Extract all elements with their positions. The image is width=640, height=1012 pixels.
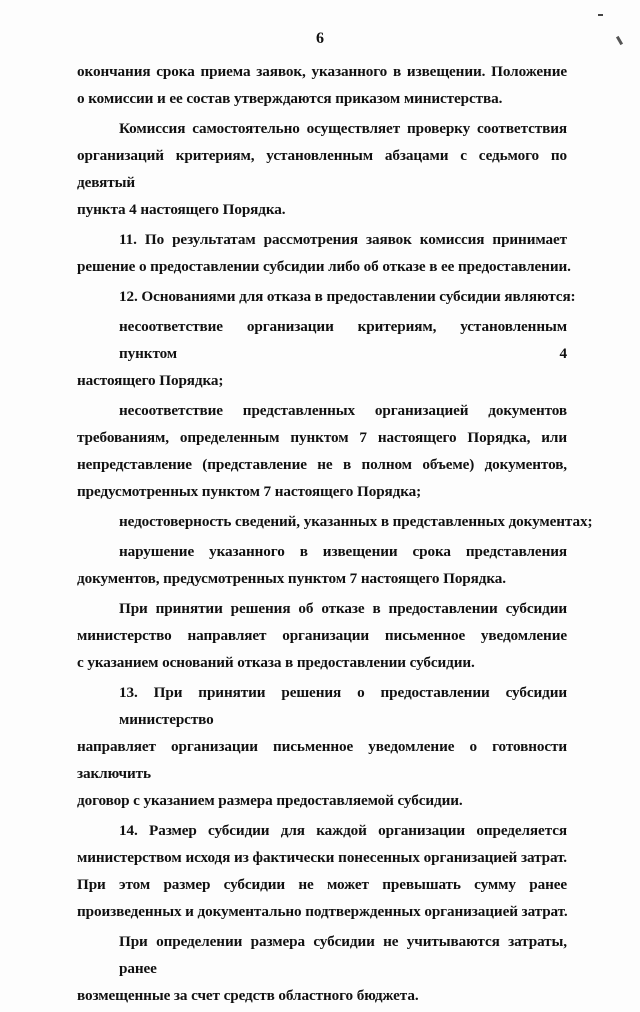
paragraph (77, 313, 567, 394)
text-line: недостоверность сведений, указанных в представленных документах; (119, 513, 593, 530)
text-line: непредставление (представление не в полном объеме) документов, (77, 456, 567, 473)
text-line: 12. Основаниями для отказа в предоставлении субсидии являются: (119, 288, 576, 305)
paragraph (77, 115, 567, 223)
text-line: министерством исходя из фактически понесенных организацией затрат. (77, 849, 567, 866)
text-line: о комиссии и ее состав утверждаются приказом министерства. (77, 90, 503, 107)
text-line: документов, предусмотренных пунктом 7 настоящего Порядка. (77, 570, 506, 587)
text-line: При принятии решения об отказе в предоставлении субсидии (119, 600, 567, 617)
text-line: решение о предоставлении субсидии либо об отказе в ее предоставлении. (77, 258, 571, 275)
paragraph (77, 928, 567, 1009)
text-line: окончания срока приема заявок, указанного в извещении. Положение (77, 63, 567, 80)
text-line: организаций критериям, установленным абзацами с седьмого по девятый (77, 147, 567, 191)
text-line: настоящего Порядка; (77, 372, 224, 389)
document-body (77, 58, 593, 1012)
paragraph (77, 58, 567, 112)
paragraph (77, 679, 567, 814)
text-line: нарушение указанного в извещении срока представления (119, 543, 567, 560)
paragraph (77, 283, 576, 310)
text-line: предусмотренных пунктом 7 настоящего Порядка; (77, 483, 422, 500)
paragraph (77, 397, 567, 505)
text-line: При определении размера субсидии не учитываются затраты, ранее (119, 933, 567, 977)
text-line: направляет организации письменное уведомление о готовности заключить (77, 738, 567, 782)
paragraph (77, 226, 571, 280)
paragraph (77, 595, 567, 676)
scan-artifact (598, 14, 603, 16)
page-number: 6 (316, 30, 324, 47)
text-line: договор с указанием размера предоставляемой субсидии. (77, 792, 463, 809)
text-line: Комиссия самостоятельно осуществляет проверку соответствия (119, 120, 567, 137)
text-line: возмещенные за счет средств областного бюджета. (77, 987, 419, 1004)
text-line: с указанием оснований отказа в предоставлении субсидии. (77, 654, 475, 671)
text-line: несоответствие представленных организацией документов (119, 402, 567, 419)
paragraph (77, 538, 567, 592)
text-line: произведенных и документально подтвержденных организацией затрат. (77, 903, 568, 920)
text-line: 13. При принятии решения о предоставлении субсидии министерство (119, 684, 567, 728)
text-line: При этом размер субсидии не может превышать сумму ранее (77, 876, 567, 893)
text-line: министерство направляет организации письменное уведомление (77, 627, 567, 644)
text-line: несоответствие организации критериям, установленным пунктом 4 (119, 318, 567, 362)
text-line: 11. По результатам рассмотрения заявок комиссия принимает (119, 231, 567, 248)
text-line: требованиям, определенным пунктом 7 настоящего Порядка, или (77, 429, 567, 446)
text-line: 14. Размер субсидии для каждой организации определяется (119, 822, 567, 839)
text-line: пункта 4 настоящего Порядка. (77, 201, 286, 218)
paragraph (77, 817, 567, 925)
paragraph (77, 508, 593, 535)
